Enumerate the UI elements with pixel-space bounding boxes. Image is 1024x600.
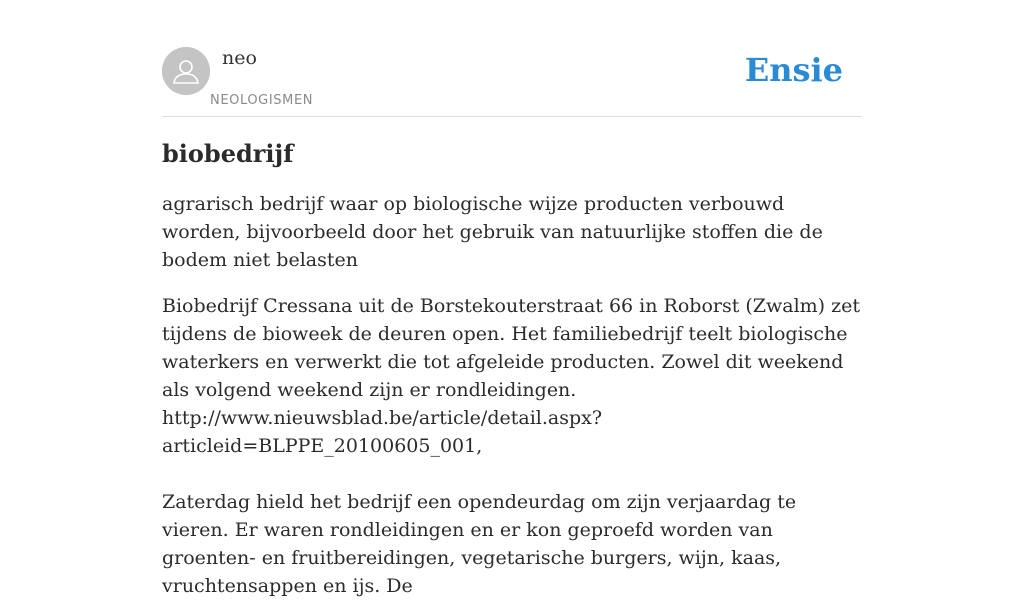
category-label[interactable]: NEOLOGISMEN	[210, 93, 314, 108]
header	[162, 0, 862, 117]
brand-logo[interactable]: Ensie	[744, 51, 843, 89]
entry-definition: agrarisch bedrijf waar op biologische wijze producten verbouwd worden, bijvoorbeeld door het gebruik van natuurlijke stoffen die de bodem niet belasten	[162, 193, 823, 271]
entry-word: biobedrijf	[162, 139, 294, 168]
avatar[interactable]	[162, 47, 210, 95]
author-name[interactable]: neo	[222, 47, 257, 69]
entry-example: Biobedrijf Cressana uit de Borstekouterstraat 66 in Roborst (Zwalm) zet tijdens de bioweek de deuren open. Het familiebedrijf teelt biologische waterkers en verwerkt die tot afgeleide producten. Zowel dit weekend als volgend weekend zijn er rondleidingen. http://www.nieuwsblad.be/article/detail.aspx?articleid=BLPPE_20100605_001, Zaterdag hield het bedrijf een opendeurdag om zijn verjaardag te vieren. Er waren rondleidingen en er kon geproefd worden van groenten- en fruitbereidingen, vegetarische burgers, wijn, kaas, vruchtensappen en ijs. De	[162, 295, 861, 597]
user-avatar-icon	[162, 47, 210, 95]
entry-content	[162, 136, 862, 600]
